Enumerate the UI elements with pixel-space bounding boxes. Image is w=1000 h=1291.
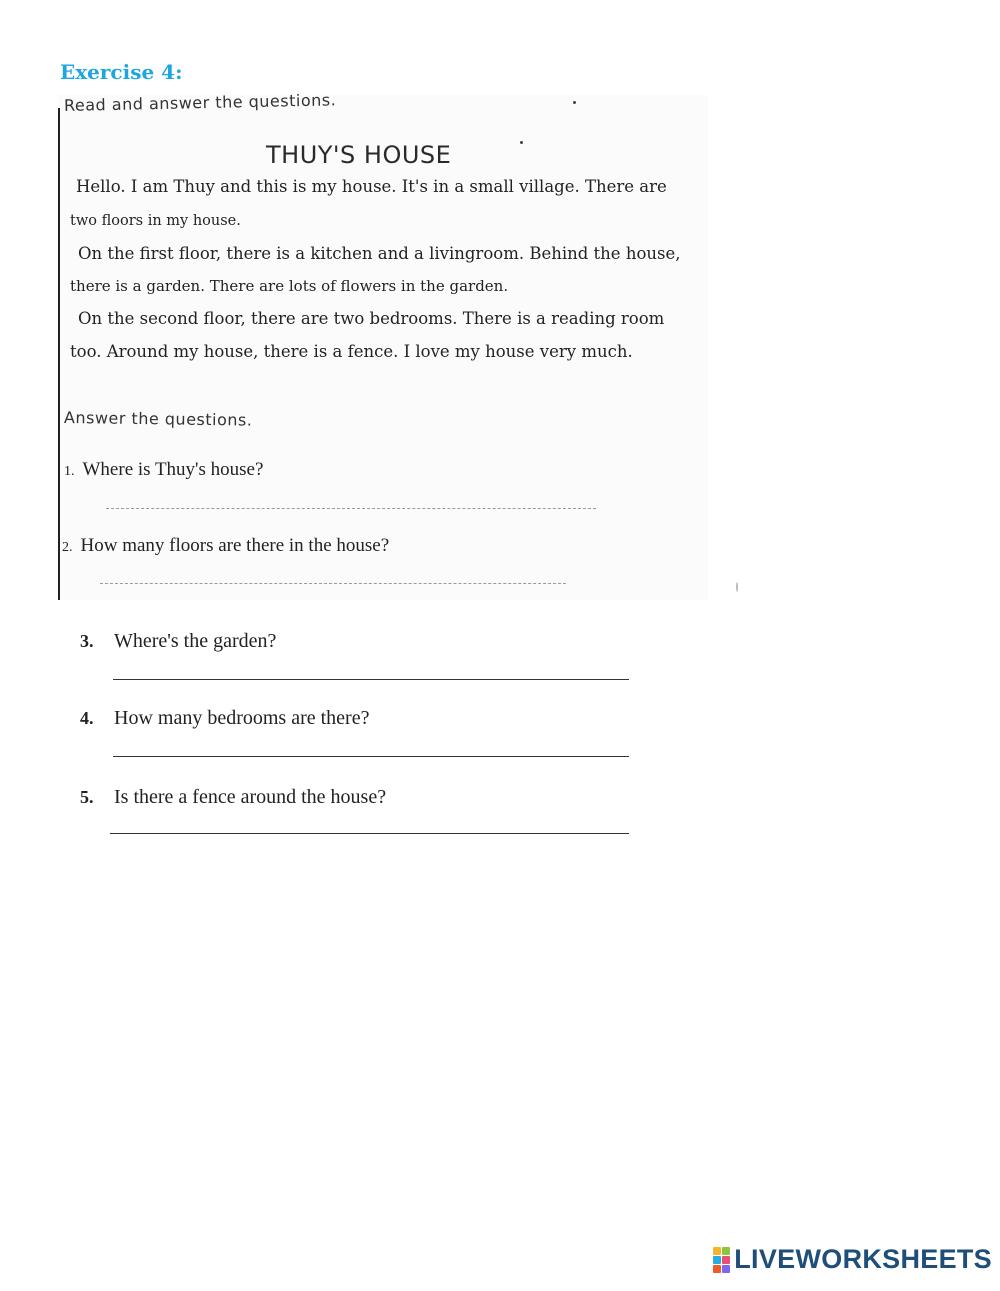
answer-field-2[interactable] bbox=[100, 583, 566, 584]
logo-tile bbox=[722, 1247, 730, 1255]
scan-margin-rule bbox=[58, 108, 60, 600]
question-number: 2. bbox=[62, 540, 73, 555]
logo-tile bbox=[713, 1265, 721, 1273]
question-number: 1. bbox=[64, 464, 75, 479]
story-line: too. Around my house, there is a fence. I love my house very much. bbox=[70, 342, 633, 361]
story-line: On the second floor, there are two bedrooms. There is a reading room bbox=[78, 309, 665, 328]
logo-text: LIVEWORKSHEETS bbox=[734, 1244, 992, 1274]
story-title: THUY'S HOUSE bbox=[266, 141, 452, 169]
question-2 bbox=[62, 535, 389, 557]
logo-tile bbox=[722, 1256, 730, 1264]
logo-mark-icon bbox=[713, 1247, 730, 1273]
question-number: 3. bbox=[80, 631, 94, 651]
question-5 bbox=[80, 786, 386, 809]
scan-speck bbox=[520, 141, 523, 144]
question-text: Where's the garden? bbox=[114, 630, 277, 652]
read-instruction: Read and answer the questions. bbox=[63, 90, 337, 115]
question-text: Where is Thuy's house? bbox=[82, 459, 264, 480]
answer-field-4[interactable] bbox=[113, 756, 629, 757]
answer-field-1[interactable] bbox=[106, 508, 596, 509]
question-number: 4. bbox=[80, 708, 94, 728]
answer-instruction: Answer the questions. bbox=[63, 408, 253, 430]
question-3 bbox=[80, 630, 276, 653]
question-text: How many bedrooms are there? bbox=[114, 707, 370, 729]
liveworksheets-logo bbox=[713, 1244, 992, 1275]
story-line: there is a garden. There are lots of flowers in the garden. bbox=[70, 277, 509, 295]
question-4 bbox=[80, 707, 369, 730]
story-line: Hello. I am Thuy and this is my house. It's in a small village. There are bbox=[76, 177, 667, 196]
answer-field-3[interactable] bbox=[113, 679, 629, 680]
question-1 bbox=[64, 459, 263, 481]
scan-speck bbox=[736, 582, 738, 592]
question-number: 5. bbox=[80, 787, 94, 807]
logo-tile bbox=[722, 1265, 730, 1273]
logo-tile bbox=[713, 1256, 721, 1264]
logo-tile bbox=[713, 1247, 721, 1255]
question-text: Is there a fence around the house? bbox=[114, 786, 387, 808]
question-text: How many floors are there in the house? bbox=[80, 535, 390, 556]
answer-field-5[interactable] bbox=[110, 833, 629, 834]
exercise-title: Exercise 4: bbox=[60, 60, 183, 84]
story-line: On the first floor, there is a kitchen and a livingroom. Behind the house, bbox=[78, 244, 681, 263]
story-line: two floors in my house. bbox=[70, 213, 241, 229]
scan-speck bbox=[573, 101, 576, 104]
